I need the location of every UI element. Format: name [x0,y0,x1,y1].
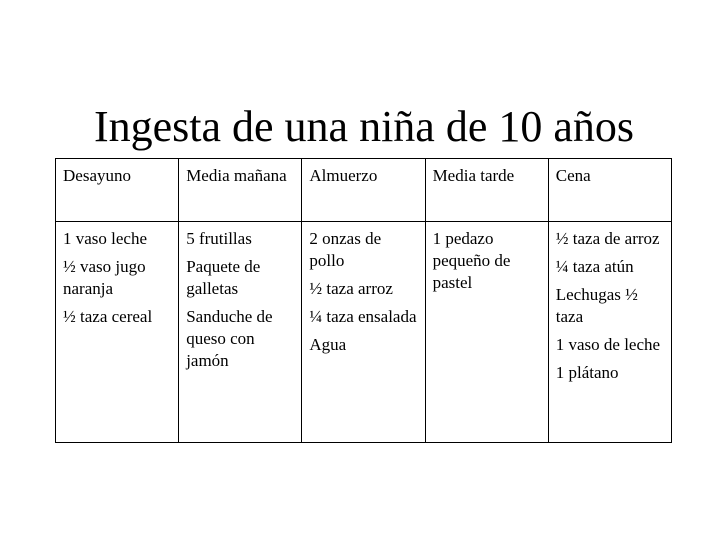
food-item: ½ vaso jugo naranja [63,257,146,298]
food-item: Paquete de galletas [186,257,261,298]
food-item: Sanduche de queso con jamón [186,307,273,370]
food-item: 2 onzas de pollo [309,229,382,270]
food-item: 1 pedazo pequeño de pastel [432,229,511,292]
header-almuerzo: Almuerzo [302,159,425,222]
header-media-manana: Media mañana [179,159,302,222]
header-cena: Cena [548,159,671,222]
food-item: 1 vaso de leche [555,335,661,354]
cell-desayuno [56,222,179,443]
food-item: ½ taza cereal [63,307,153,326]
cell-media-tarde [425,222,548,443]
food-item: Agua [309,335,347,354]
food-item: ¼ taza atún [555,257,634,276]
food-item: Lechugas ½ taza [555,285,638,326]
cell-media-manana [179,222,302,443]
page-title: Ingesta de una niña de 10 años [93,102,635,152]
food-item: 1 plátano [555,363,619,382]
header-media-tarde: Media tarde [425,159,548,222]
food-item: ½ taza de arroz [555,229,660,248]
food-item: 5 frutillas [186,229,252,248]
food-item: ¼ taza ensalada [309,307,417,326]
table-body-row [56,222,672,443]
table-header-row [56,159,672,222]
cell-almuerzo [302,222,425,443]
food-item: 1 vaso leche [63,229,148,248]
header-desayuno: Desayuno [56,159,179,222]
meal-table [55,158,672,443]
cell-cena [548,222,671,443]
food-item: ½ taza arroz [309,279,393,298]
